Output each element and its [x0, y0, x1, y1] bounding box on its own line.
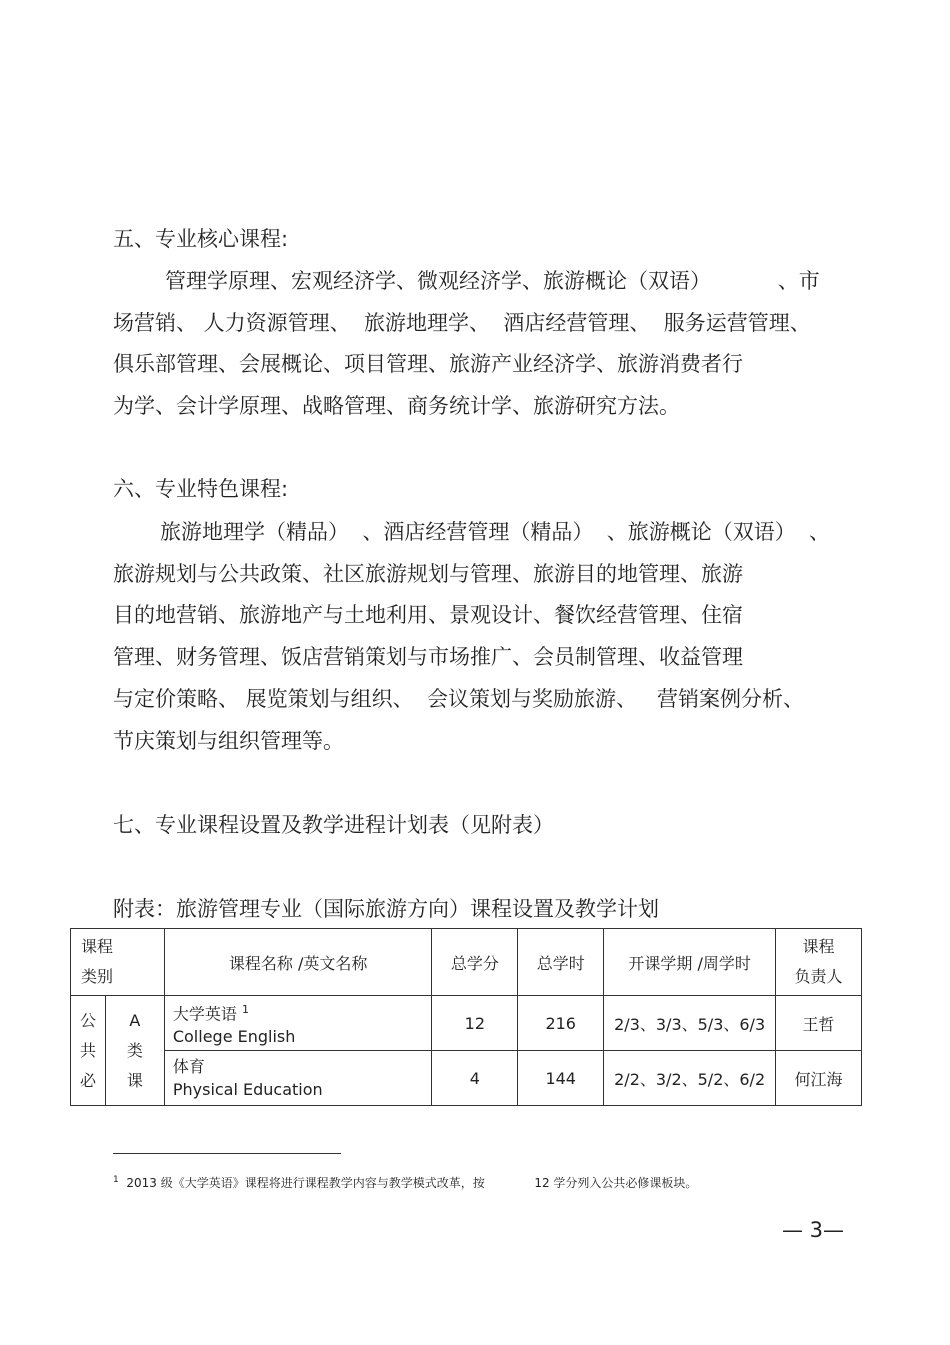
- category-main-char: 共: [79, 1040, 96, 1060]
- appendix-title: 附表：旅游管理专业（国际旅游方向）课程设置及教学计划: [113, 897, 659, 921]
- footnote: [113, 1174, 697, 1191]
- section5-line-2: 场营销、 人力资源管理、 旅游地理学、 酒店经营管理、 服务运营管理、: [113, 311, 811, 335]
- footnote-ref: 1: [241, 1002, 249, 1016]
- category-sub-char: A: [129, 1010, 141, 1030]
- course-name-cn: 大学英语: [172, 1004, 237, 1024]
- section6-line-1: 旅游地理学（精品） 、酒店经营管理（精品） 、旅游概论（双语） 、: [160, 520, 831, 544]
- table-header-row: [71, 929, 862, 996]
- course-name-cell: [164, 1051, 432, 1106]
- section6-line-3: 目的地营销、旅游地产与土地利用、景观设计、餐饮经营管理、住宿: [113, 603, 743, 627]
- hours-cell: 144: [518, 1051, 604, 1106]
- owner-cell: 王哲: [776, 996, 862, 1051]
- course-name-cell: [164, 996, 432, 1051]
- header-category-line1: 课程: [81, 937, 114, 956]
- section5-line-4: 为学、会计学原理、战略管理、商务统计学、旅游研究方法。: [113, 394, 680, 418]
- category-sub-char: 类: [126, 1040, 143, 1060]
- header-category-line2: 类别: [81, 967, 114, 986]
- table-row: [71, 1051, 862, 1106]
- page-number: — 3—: [782, 1218, 845, 1242]
- section6-line-6: 节庆策划与组织管理等。: [113, 729, 344, 753]
- section6-line-2: 旅游规划与公共政策、社区旅游规划与管理、旅游目的地管理、旅游: [113, 562, 743, 586]
- course-name-cn: 体育: [172, 1057, 205, 1076]
- header-semester: 开课学期 /周学时: [604, 929, 776, 996]
- header-category: [71, 929, 165, 996]
- section6-heading: 六、专业特色课程:: [113, 477, 289, 501]
- section5-heading: 五、专业核心课程:: [113, 227, 289, 251]
- footnote-separator: [113, 1153, 341, 1154]
- credits-cell: 4: [432, 1051, 518, 1106]
- footnote-mark: 1: [113, 1175, 119, 1185]
- section5-line-1: 管理学原理、宏观经济学、微观经济学、旅游概论（双语） 、市: [165, 269, 820, 293]
- footnote-text: 2013 级《大学英语》课程将进行课程教学内容与教学模式改革，按 12 学分列入公共必修课板块。: [126, 1176, 698, 1190]
- header-owner-line1: 课程: [802, 937, 835, 956]
- header-credits: 总学分: [432, 929, 518, 996]
- section7-heading: 七、专业课程设置及教学进程计划表（见附表）: [113, 813, 554, 837]
- header-owner-line2: 负责人: [794, 967, 843, 986]
- owner-cell: 何江海: [776, 1051, 862, 1106]
- course-table: [70, 928, 862, 1106]
- category-sub-char: 课: [126, 1070, 143, 1090]
- category-main-char: 必: [79, 1070, 96, 1090]
- header-hours: 总学时: [518, 929, 604, 996]
- section6-line-5: 与定价策略、 展览策划与组织、 会议策划与奖励旅游、 营销案例分析、: [113, 687, 805, 711]
- course-name-en: College English: [172, 1027, 296, 1047]
- section6-line-4: 管理、财务管理、饭店营销策划与市场推广、会员制管理、收益管理: [113, 645, 743, 669]
- section5-line-3: 俱乐部管理、会展概论、项目管理、旅游产业经济学、旅游消费者行: [113, 352, 743, 376]
- semester-cell: 2/3、3/3、5/3、6/3: [604, 996, 776, 1051]
- hours-cell: 216: [518, 996, 604, 1051]
- header-owner: [776, 929, 862, 996]
- category-main: [71, 996, 106, 1106]
- credits-cell: 12: [432, 996, 518, 1051]
- course-name-en: Physical Education: [172, 1080, 323, 1099]
- header-course-name: 课程名称 /英文名称: [164, 929, 432, 996]
- category-main-char: 公: [79, 1010, 96, 1030]
- table-row: [71, 996, 862, 1051]
- semester-cell: 2/2、3/2、5/2、6/2: [604, 1051, 776, 1106]
- category-sub: [105, 996, 164, 1106]
